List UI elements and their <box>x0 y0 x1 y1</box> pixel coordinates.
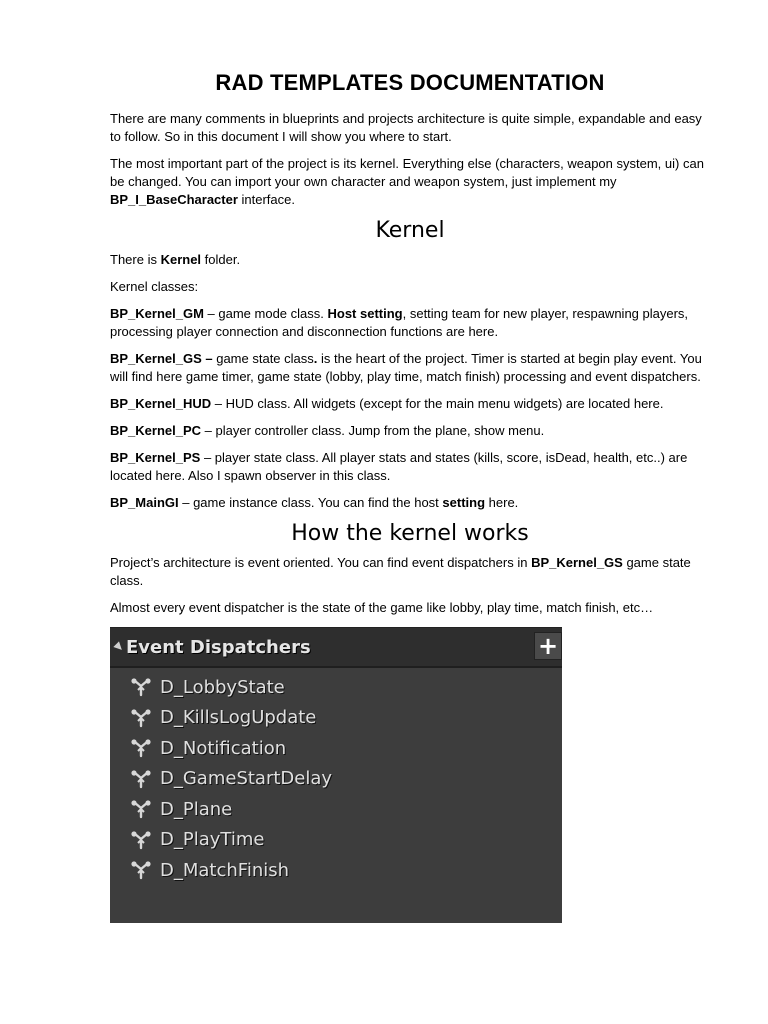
event-dispatchers-list <box>110 668 562 886</box>
collapse-triangle-icon <box>113 641 124 652</box>
intro-p2-text: The most important part of the project is its kernel. Everything else (characters, weapon system, ui) can be changed. You can import your own character and weapon system, just implement my <box>110 156 704 189</box>
kernel-folder-post: folder. <box>201 252 241 267</box>
event-dispatcher-item <box>110 855 562 886</box>
kernel-gs-paragraph <box>110 350 710 386</box>
pc-text: – player controller class. Jump from the plane, show menu. <box>201 423 545 438</box>
event-dispatcher-label: D_MatchFinish <box>160 859 290 881</box>
ps-name: BP_Kernel_PS <box>110 450 201 465</box>
ps-text: – player state class. All player stats and states (kills, score, isDead, health, etc..) are located here. Also I spawn observer in this class. <box>110 450 688 483</box>
document-title: RAD TEMPLATES DOCUMENTATION <box>215 70 605 95</box>
kernel-pc-paragraph <box>110 422 710 440</box>
event-dispatchers-screenshot <box>110 627 562 923</box>
event-dispatcher-label: D_Plane <box>160 798 233 820</box>
intro-paragraph-2 <box>110 155 710 209</box>
event-dispatchers-header <box>110 628 562 668</box>
gs-bold2: . <box>313 351 318 366</box>
gi-text2: here. <box>485 495 519 510</box>
gi-bold2: setting <box>442 495 486 510</box>
hud-text: – HUD class. All widgets (except for the main menu widgets) are located here. <box>211 396 664 411</box>
gs-name: BP_Kernel_GS – <box>110 351 213 366</box>
gs-text1: game state class <box>212 351 314 366</box>
event-dispatcher-icon <box>130 738 152 758</box>
works-paragraph-1 <box>110 554 710 590</box>
document-page <box>110 70 710 923</box>
event-dispatcher-item <box>110 764 562 795</box>
kernel-folder-line <box>110 251 710 269</box>
how-kernel-works-heading: How the kernel works <box>291 521 529 546</box>
gm-name: BP_Kernel_GM <box>110 306 204 321</box>
kernel-gi-paragraph <box>110 494 710 512</box>
event-dispatchers-title: Event Dispatchers <box>126 636 311 658</box>
works-p1-text: Project’s architecture is event oriented. You can find event dispatchers in <box>110 555 532 570</box>
kernel-folder-bold: Kernel <box>160 252 202 267</box>
kernel-gm-paragraph <box>110 305 710 341</box>
works-p1-bold: BP_Kernel_GS <box>531 555 623 570</box>
gm-bold2: Host setting <box>327 306 403 321</box>
event-dispatcher-label: D_Notification <box>160 737 287 759</box>
event-dispatcher-icon <box>130 769 152 789</box>
event-dispatcher-item <box>110 733 562 764</box>
event-dispatcher-label: D_PlayTime <box>160 829 265 851</box>
kernel-heading: Kernel <box>375 218 445 243</box>
event-dispatcher-icon <box>130 708 152 728</box>
gm-text1: – game mode class. <box>203 306 328 321</box>
hud-name: BP_Kernel_HUD <box>110 396 212 411</box>
event-dispatcher-item <box>110 672 562 703</box>
intro-p2-bold: BP_I_BaseCharacter <box>110 192 238 207</box>
intro-paragraph-1: There are many comments in blueprints and projects architecture is quite simple, expandable and easy to follow. So in this document I will show you where to start. <box>110 111 702 144</box>
event-dispatcher-icon <box>130 860 152 880</box>
event-dispatcher-item <box>110 703 562 734</box>
kernel-classes-label: Kernel classes: <box>110 279 199 294</box>
gm-text2: , setting team for new player, respawning players, processing player connection and disconnection functions are here. <box>110 306 689 339</box>
kernel-folder-pre: There is <box>110 252 161 267</box>
gi-name: BP_MainGI <box>110 495 179 510</box>
event-dispatcher-label: D_GameStartDelay <box>160 768 333 790</box>
event-dispatcher-item <box>110 794 562 825</box>
event-dispatcher-icon <box>130 677 152 697</box>
event-dispatcher-icon <box>130 830 152 850</box>
kernel-ps-paragraph <box>110 449 710 485</box>
works-p1-tail: game state class. <box>110 555 691 588</box>
works-paragraph-2: Almost every event dispatcher is the state of the game like lobby, play time, match finish, etc… <box>110 600 654 615</box>
gi-text1: – game instance class. You can find the host <box>178 495 443 510</box>
event-dispatcher-label: D_KillsLogUpdate <box>160 707 317 729</box>
intro-p2-tail: interface. <box>237 192 295 207</box>
kernel-hud-paragraph <box>110 395 710 413</box>
pc-name: BP_Kernel_PC <box>110 423 202 438</box>
add-dispatcher-icon: + <box>534 632 562 660</box>
gs-text2: is the heart of the project. Timer is started at begin play event. You will find here game timer, game state (lobby, play time, match finish) processing and event dispatchers. <box>110 351 702 384</box>
event-dispatcher-icon <box>130 799 152 819</box>
event-dispatcher-label: D_LobbyState <box>160 676 285 698</box>
event-dispatcher-item <box>110 825 562 856</box>
